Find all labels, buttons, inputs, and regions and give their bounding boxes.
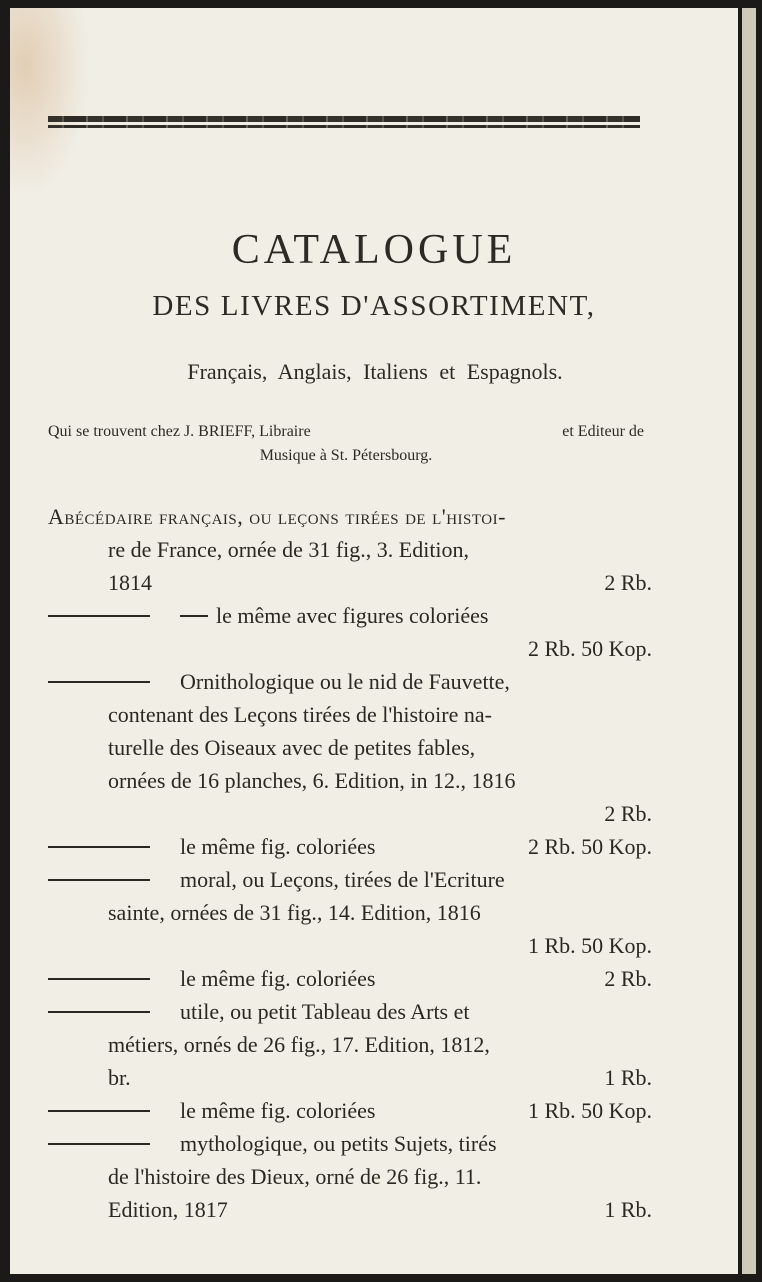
entry-price: 2 Rb. bbox=[604, 966, 652, 991]
ditto-dash bbox=[180, 615, 208, 617]
entry-text: contenant des Leçons tirées de l'histoire na- bbox=[108, 702, 492, 727]
entry-text: br. bbox=[108, 1065, 131, 1090]
entry-line bbox=[48, 570, 652, 600]
entry-line bbox=[48, 1131, 652, 1161]
entry-text: re de France, ornée de 31 fig., 3. Edition, bbox=[108, 537, 470, 562]
ditto-dash bbox=[48, 1011, 150, 1013]
entry-price: 1 Rb. 50 Kop. bbox=[527, 1098, 652, 1123]
entry-text: le même fig. coloriées bbox=[180, 966, 376, 991]
ornamental-rule-thin bbox=[48, 125, 640, 128]
entry-text: utile, ou petit Tableau des Arts et bbox=[180, 999, 470, 1024]
entry-line bbox=[48, 1164, 652, 1194]
entry-text: le même avec figures coloriées bbox=[216, 603, 489, 628]
entry-line bbox=[48, 1098, 652, 1128]
entry-price: 2 Rb. 50 Kop. bbox=[527, 834, 652, 859]
entry-text: Edition, 1817 bbox=[108, 1197, 228, 1222]
entry-text: sainte, ornées de 31 fig., 14. Edition, 1816 bbox=[108, 900, 481, 925]
ditto-dash bbox=[48, 681, 150, 683]
bookseller-address bbox=[48, 420, 644, 468]
entry-text: turelle des Oiseaux avec de petites fables, bbox=[108, 735, 476, 760]
paper-stain bbox=[10, 8, 90, 198]
adjacent-page-edge bbox=[742, 8, 756, 1274]
entry-line bbox=[48, 834, 652, 864]
entry-text: le même fig. coloriées bbox=[180, 834, 376, 859]
entry-line bbox=[48, 867, 652, 897]
entry-line bbox=[48, 702, 652, 732]
ditto-dash bbox=[48, 978, 150, 980]
ditto-dash bbox=[48, 879, 150, 881]
entry-line bbox=[48, 1197, 652, 1227]
entry-text: 1814 bbox=[108, 570, 152, 595]
entry-text: métiers, ornés de 26 fig., 17. Edition, 1812, bbox=[108, 1032, 490, 1057]
entry-line bbox=[48, 966, 652, 996]
ditto-dash bbox=[48, 1143, 150, 1145]
entry-price: 1 Rb. bbox=[604, 1065, 652, 1090]
entry-line bbox=[48, 801, 652, 831]
entry-line bbox=[48, 1065, 652, 1095]
entry-text: moral, ou Leçons, tirées de l'Ecriture bbox=[180, 867, 505, 892]
ornamental-rule bbox=[48, 116, 640, 122]
address-text-line2: Musique à St. Pétersbourg. bbox=[259, 447, 433, 464]
entry-text: Abécédaire français, ou leçons tirées de l'histoi- bbox=[48, 504, 506, 529]
entry-price: 1 Rb. bbox=[604, 1197, 652, 1222]
document-page bbox=[10, 8, 738, 1274]
languages-line: Français, Anglais, Italiens et Espagnols. bbox=[187, 359, 563, 384]
ditto-dash bbox=[48, 846, 150, 848]
entry-price: 2 Rb. 50 Kop. bbox=[527, 636, 652, 661]
entry-text: le même fig. coloriées bbox=[180, 1098, 376, 1123]
entry-line bbox=[48, 636, 652, 666]
ditto-dash bbox=[48, 1110, 150, 1112]
entry-line bbox=[48, 768, 652, 798]
entry-line bbox=[48, 504, 652, 534]
entry-line bbox=[48, 735, 652, 765]
entry-text: mythologique, ou petits Sujets, tirés bbox=[180, 1131, 497, 1156]
entry-price: 1 Rb. 50 Kop. bbox=[527, 933, 652, 958]
entry-line bbox=[48, 603, 652, 633]
entry-line bbox=[48, 999, 652, 1029]
entry-price: 2 Rb. bbox=[604, 570, 652, 595]
entry-line bbox=[48, 1032, 652, 1062]
entry-price: 2 Rb. bbox=[604, 801, 652, 826]
catalogue-subtitle: DES LIVRES D'ASSORTIMENT, bbox=[152, 290, 596, 322]
entry-text: Ornithologique ou le nid de Fauvette, bbox=[180, 669, 510, 694]
entry-line bbox=[48, 900, 652, 930]
ditto-dash bbox=[48, 615, 150, 617]
entry-line bbox=[48, 669, 652, 699]
address-text-b: et Editeur de bbox=[562, 423, 644, 440]
entry-text: de l'histoire des Dieux, orné de 26 fig., 11. bbox=[108, 1164, 482, 1189]
entry-line bbox=[48, 933, 652, 963]
address-text-a: Qui se trouvent chez J. BRIEFF, Libraire bbox=[48, 423, 311, 440]
entry-text: ornées de 16 planches, 6. Edition, in 12., 1816 bbox=[108, 768, 516, 793]
catalogue-title: CATALOGUE bbox=[231, 227, 517, 273]
entry-line bbox=[48, 537, 652, 567]
